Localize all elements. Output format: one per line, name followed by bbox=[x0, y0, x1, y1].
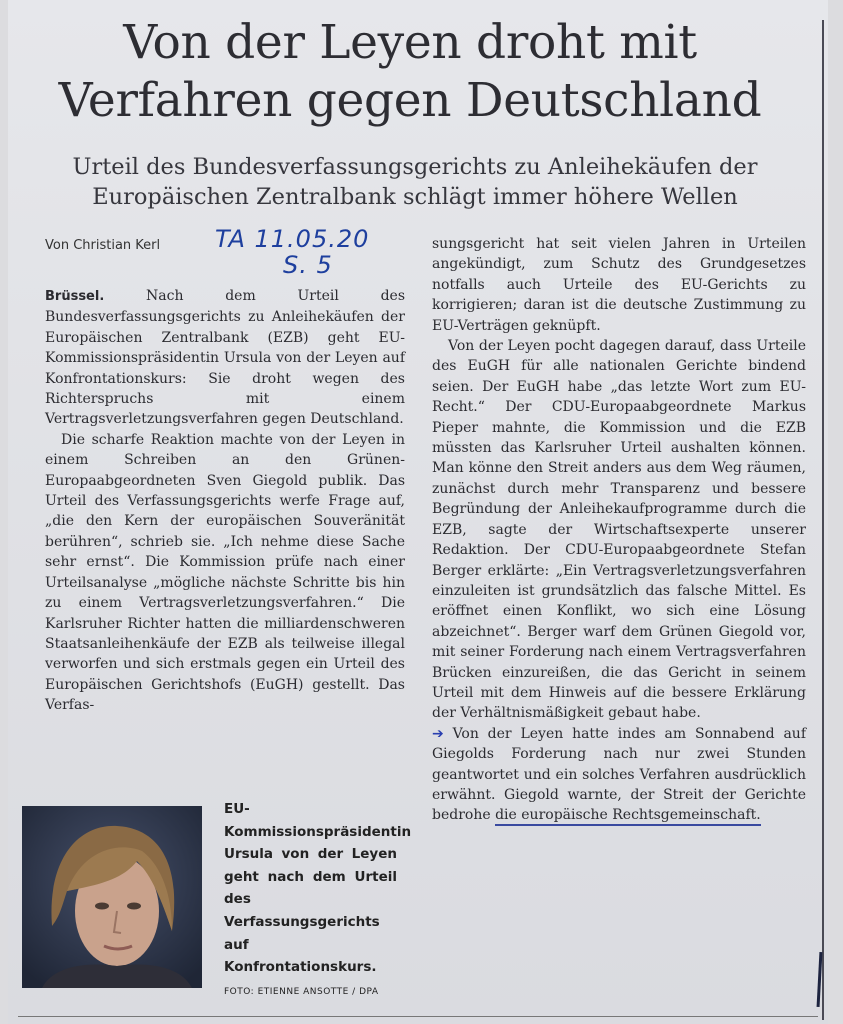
handwritten-note-page: S. 5 bbox=[283, 251, 333, 279]
subhead-line-1: Urteil des Bundesverfassungsgerichts zu Anleihekäufen der bbox=[72, 154, 758, 180]
headline-line-1: Von der Leyen droht mit bbox=[123, 15, 697, 70]
paragraph-1 bbox=[45, 286, 405, 430]
dateline-city: Brüssel. bbox=[45, 289, 105, 304]
photo-credit: FOTO: ETIENNE ANSOTTE / DPA bbox=[224, 986, 379, 997]
caption-text: EU-Kommissionspräsidentin Ursula von der Leyen geht nach dem Urteil des Verfassungsgerichts auf Konfrontationskurs. bbox=[224, 801, 412, 976]
handwritten-note-date: TA 11.05.20 bbox=[215, 225, 370, 253]
left-column bbox=[45, 286, 405, 716]
paragraph-4: Von der Leyen pocht dagegen darauf, dass Urteile des EuGH für alle nationalen Gerichte bindend seien. Der EuGH habe „das letzte Wort zum EU-Recht.“ Der CDU-Europaabgeordnete Markus Pieper mahnte, die Kommission und die EZB müssten das Karlsruher Urteil aushalten können. Man könne den Streit anders aus dem Weg räumen, zunächst durch mehr Transparenz und bessere Begründung der Anleihekaufprogramme durch die EZB, sagte der Wirtschaftsexperte unserer Redaktion. Der CDU-Europaabgeordnete Stefan Berger erklärte: „Ein Vertragsverletzungsverfahren einzuleiten ist grundsätzlich das falsche Mittel. Es eröffnet einen Konflikt, wo sich eine Lösung abzeichnet“. Berger warf dem Grünen Giegold vor, mit seiner Forderung nach einem Vertragsverfahren Brücken einzureißen, die das Gericht in seinem Urteil mit dem Hinweis auf die bessere Erklärung der Verhältnismäßigkeit gebaut habe. bbox=[432, 338, 806, 722]
arrow-mark-icon: ➔ bbox=[432, 725, 444, 742]
subhead-line-2: Europäischen Zentralbank schlägt immer höhere Wellen bbox=[92, 184, 738, 210]
right-column bbox=[432, 234, 806, 826]
headline-line-2: Verfahren gegen Deutschland bbox=[58, 73, 762, 128]
paragraph-3: sungsgericht hat seit vielen Jahren in Urteilen angekündigt, zum Schutz des Grundgesetzes notfalls auch Urteile des EU-Gerichts zu korrigieren; daran ist die deutsche Zustimmung zu EU-Verträgen geknüpft. bbox=[432, 236, 806, 334]
byline: Von Christian Kerl bbox=[45, 238, 161, 253]
paragraph-5 bbox=[432, 724, 806, 826]
paragraph-2: Die scharfe Reaktion machte von der Leyen in einem Schreiben an den Grünen-Europaabgeordneten Sven Giegold publik. Das Urteil des Verfassungsgerichts werfe Frage auf, „die den Kern der europäischen Souveränität berühren“, schrieb sie. „Ich nehme diese Sache sehr ernst“. Die Kommission prüfe nach einer Urteilsanalyse „mögliche nächste Schritte bis hin zu einem Vertragsverletzungsverfahren.“ Die Karlsruher Richter hatten die milliardenschweren Staatsanleihenkäufe der EZB als teilweise illegal verworfen und sich erstmals gegen ein Urteil des Europäischen Gerichtshofs (EuGH) gestellt. Das Verfas- bbox=[45, 431, 405, 714]
paragraph-1-text: Nach dem Urteil des Bundesverfassungsgerichts zu Anleihekäufen der Europäischen Zentralbank (EZB) geht EU-Kommissionspräsidentin Ursula von der Leyen auf Konfrontationskurs: Sie droht wegen des Richterspruchs mit einem Vertragsverletzungsverfahren gegen Deutschland. bbox=[45, 288, 405, 428]
bottom-rule bbox=[18, 1016, 818, 1017]
column-rule bbox=[822, 20, 824, 1020]
paragraph-5-text: Von der Leyen hatte indes am Sonnabend auf Giegolds Forderung nach nur zwei Stunden geantwortet und ein solches Verfahren ausdrücklich erwähnt. Giegold warnte, der Streit der Gerichte bedrohe bbox=[432, 725, 807, 824]
underlined-phrase: die europäische Rechtsgemeinschaft. bbox=[495, 807, 761, 826]
photo-caption bbox=[224, 798, 412, 1003]
portrait-photo bbox=[22, 806, 202, 988]
portrait-image bbox=[22, 806, 202, 988]
